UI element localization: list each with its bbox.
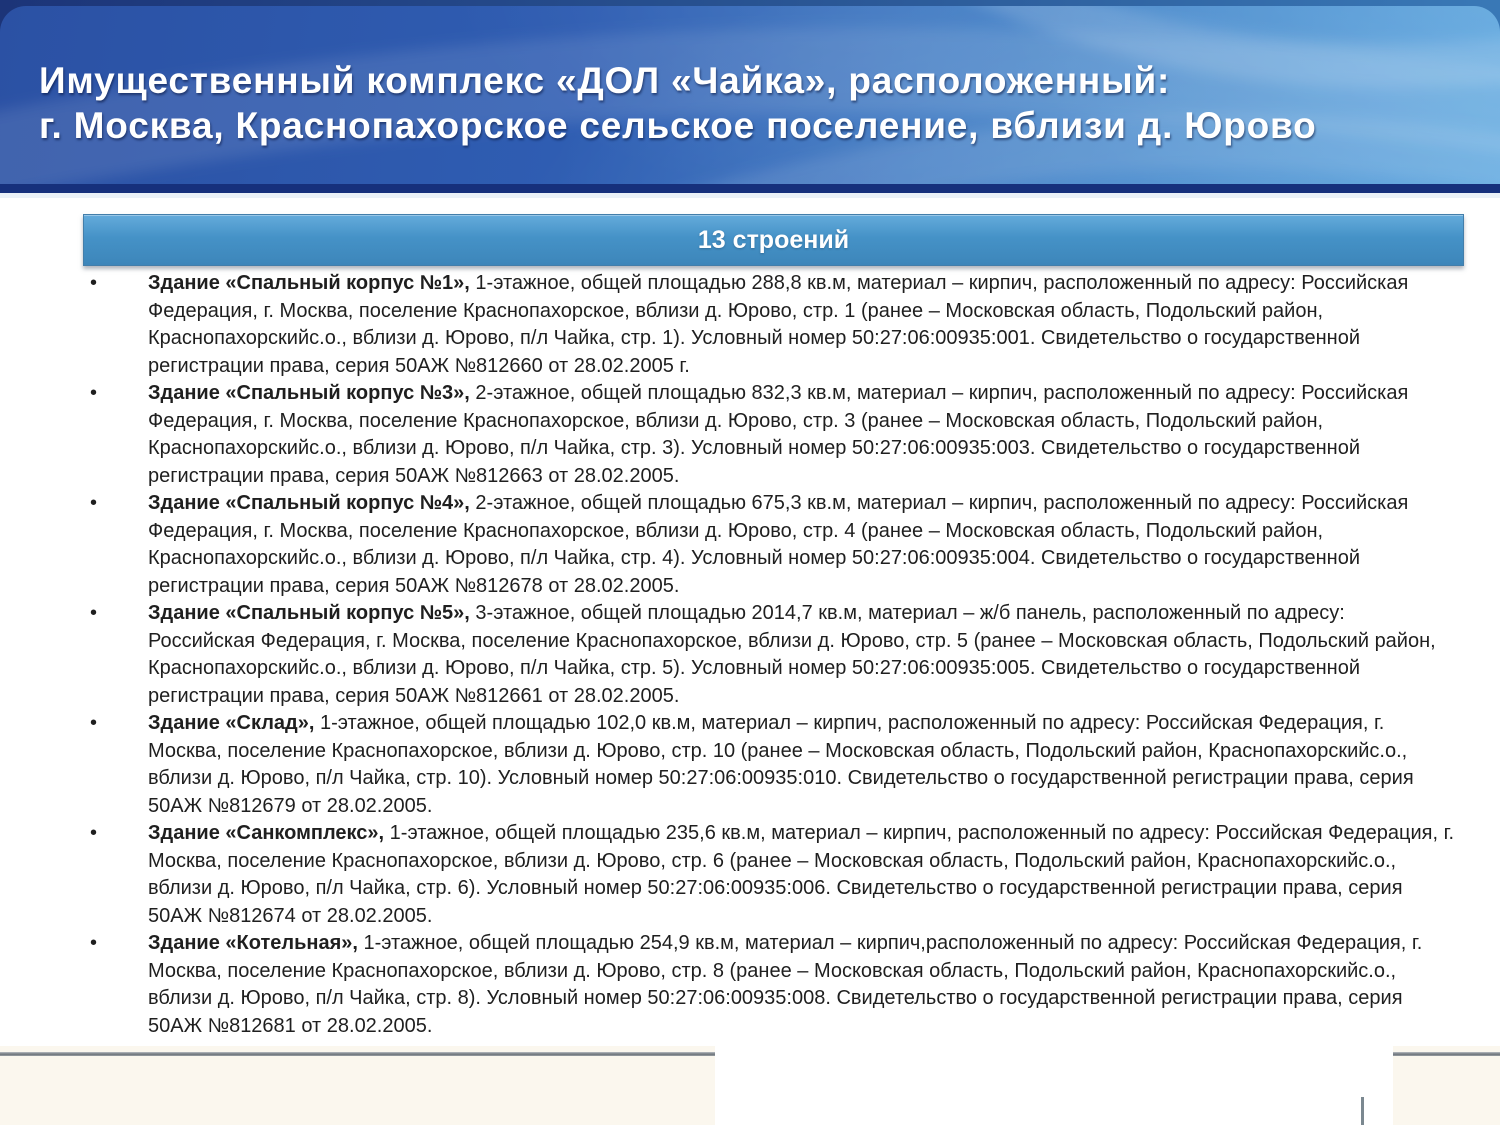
building-entry	[148, 822, 1454, 927]
slide-title-line2: г. Москва, Краснопахорское сельское поселение, вблизи д. Юрово	[39, 105, 1317, 146]
building-name: Здание «Спальный корпус №4»,	[148, 492, 470, 514]
list-item	[87, 600, 1455, 710]
bullet-icon: •	[90, 822, 98, 844]
bullet-icon: •	[90, 932, 98, 954]
slide-title-line1: Имущественный комплекс «ДОЛ «Чайка», расположенный:	[39, 60, 1171, 101]
bullet-icon: •	[90, 272, 98, 294]
header-gradient-panel	[0, 6, 1500, 184]
building-details: 1-этажное, общей площадью 102,0 кв.м, материал – кирпич, расположенный по адресу: Российская Федерация, г. Москва, поселение Краснопахорское, вблизи д. Юрово, стр. 10 (ранее – Московская область, Подольский район, Краснопахорскийс.о., вблизи д. Юрово, п/л Чайка, стр. 10). Условный номер 50:27:06:00935:010. Свидетельство о государственной регистрации права, серия 50АЖ №812679 от 28.02.2005.	[148, 712, 1414, 817]
building-entry	[148, 272, 1408, 377]
header	[0, 0, 1500, 193]
bullet-icon: •	[90, 602, 98, 624]
list-item	[87, 710, 1455, 820]
bullet-icon: •	[90, 492, 98, 514]
count-banner-label: 13 строений	[697, 225, 850, 254]
building-entry	[148, 492, 1408, 597]
building-details: 1-этажное, общей площадью 235,6 кв.м, материал – кирпич, расположенный по адресу: Российская Федерация, г. Москва, поселение Краснопахорское, вблизи д. Юрово, стр. 6 (ранее – Московская область, Подольский район, Краснопахорскийс.о., вблизи д. Юрово, п/л Чайка, стр. 6). Условный номер 50:27:06:00935:006. Свидетельство о государственной регистрации права, серия 50АЖ №812674 от 28.02.2005.	[148, 822, 1455, 927]
header-bottom-band	[0, 184, 1500, 193]
list-item	[87, 490, 1455, 600]
building-name: Здание «Спальный корпус №1»,	[148, 272, 470, 294]
building-details: 3-этажное, общей площадью 2014,7 кв.м, материал – ж/б панель, расположенный по адресу: Российская Федерация, г. Москва, поселение Краснопахорское, вблизи д. Юрово, стр. 5 (ранее – Московская область, Подольский район, Краснопахорскийс.о., вблизи д. Юрово, п/л Чайка, стр. 5). Условный номер 50:27:06:00935:005. Свидетельство о государственной регистрации права, серия 50АЖ №812661 от 28.02.2005.	[148, 602, 1436, 707]
building-name: Здание «Спальный корпус №5»,	[148, 602, 470, 624]
list-item	[87, 380, 1455, 490]
list-item	[87, 820, 1455, 930]
building-details: 2-этажное, общей площадью 675,3 кв.м, материал – кирпич, расположенный по адресу: Российская Федерация, г. Москва, поселение Краснопахорское, вблизи д. Юрово, стр. 4 (ранее – Московская область, Подольский район, Краснопахорскийс.о., вблизи д. Юрово, п/л Чайка, стр. 4). Условный номер 50:27:06:00935:004. Свидетельство о государственной регистрации права, серия 50АЖ №812678 от 28.02.2005.	[148, 492, 1409, 597]
building-entry	[148, 932, 1422, 1037]
buildings-list	[87, 270, 1455, 1040]
building-entry	[148, 712, 1414, 817]
building-entry	[148, 602, 1436, 707]
count-banner	[83, 214, 1464, 266]
bullet-icon: •	[90, 712, 98, 734]
building-name: Здание «Санкомплекс»,	[148, 822, 385, 844]
building-name: Здание «Котельная»,	[148, 932, 358, 954]
building-name: Здание «Спальный корпус №3»,	[148, 382, 470, 404]
building-entry	[148, 382, 1408, 487]
building-details: 1-этажное, общей площадью 254,9 кв.м, материал – кирпич,расположенный по адресу: Российская Федерация, г. Москва, поселение Краснопахорское, вблизи д. Юрово, стр. 8 (ранее – Московская область, Подольский район, Краснопахорскийс.о., вблизи д. Юрово, п/л Чайка, стр. 8). Условный номер 50:27:06:00935:008. Свидетельство о государственной регистрации права, серия 50АЖ №812681 от 28.02.2005.	[148, 932, 1423, 1037]
building-name: Здание «Склад»,	[148, 712, 315, 734]
footer-cursor-mark	[1361, 1097, 1364, 1125]
list-item	[87, 930, 1455, 1040]
footer-white-overlay	[715, 1040, 1393, 1125]
building-details: 2-этажное, общей площадью 832,3 кв.м, материал – кирпич, расположенный по адресу: Российская Федерация, г. Москва, поселение Краснопахорское, вблизи д. Юрово, стр. 3 (ранее – Московская область, Подольский район, Краснопахорскийс.о., вблизи д. Юрово, п/л Чайка, стр. 3). Условный номер 50:27:06:00935:003. Свидетельство о государственной регистрации права, серия 50АЖ №812663 от 28.02.2005.	[148, 382, 1409, 487]
building-details: 1-этажное, общей площадью 288,8 кв.м, материал – кирпич, расположенный по адресу: Российская Федерация, г. Москва, поселение Краснопахорское, вблизи д. Юрово, стр. 1 (ранее – Московская область, Подольский район, Краснопахорскийс.о., вблизи д. Юрово, п/л Чайка, стр. 1). Условный номер 50:27:06:00935:001. Свидетельство о государственной регистрации права, серия 50АЖ №812660 от 28.02.2005 г.	[148, 272, 1409, 377]
slide-title	[39, 58, 1316, 148]
footer-divider-left	[0, 1052, 715, 1056]
header-light-strip	[0, 193, 1500, 198]
bullet-icon: •	[90, 382, 98, 404]
list-item	[87, 270, 1455, 380]
footer-divider-right	[1393, 1052, 1500, 1056]
